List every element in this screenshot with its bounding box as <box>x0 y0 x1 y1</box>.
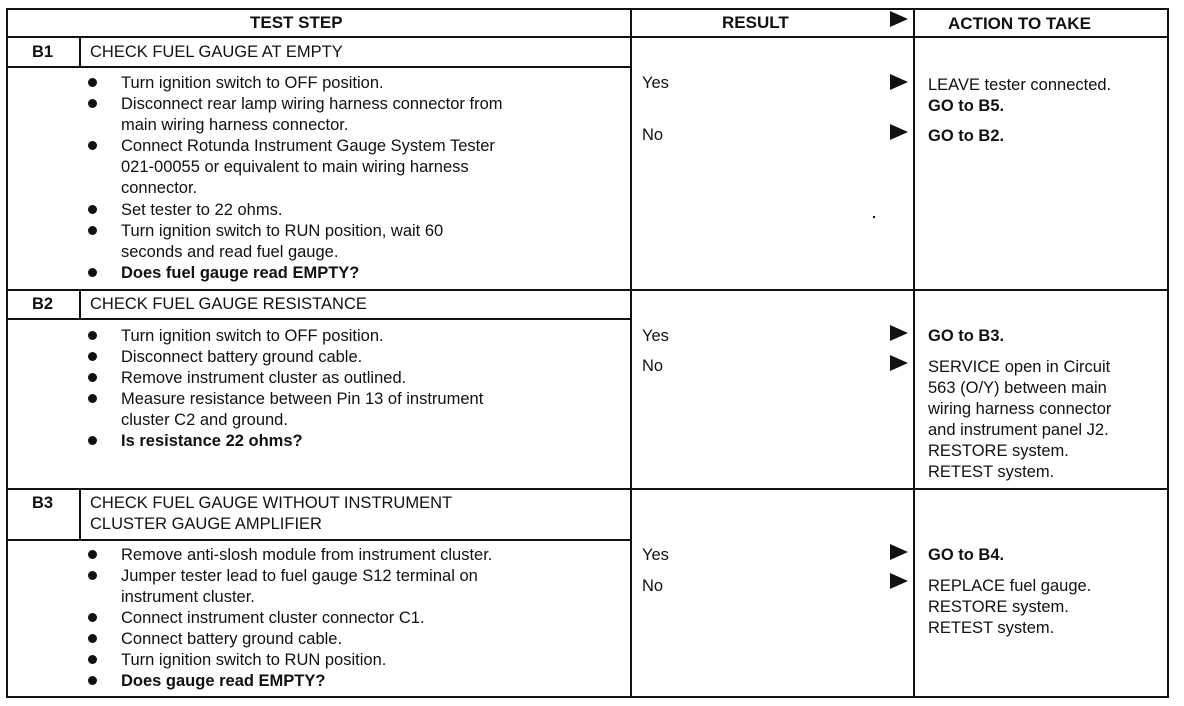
b2-question: Is resistance 22 ohms? <box>121 432 303 450</box>
bullet-icon <box>88 99 97 108</box>
b1-result-yes: Yes <box>642 74 669 92</box>
b2-instruction-2: Disconnect battery ground cable. <box>121 348 363 366</box>
b1-no-action: GO to B2. <box>928 127 1005 145</box>
bullet-icon <box>88 436 97 445</box>
b3-instruction-5: Turn ignition switch to RUN position. <box>121 651 387 669</box>
b1-instruction-3b: 021-00055 or equivalent to main wiring harness <box>121 158 469 176</box>
b3-instruction-4: Connect battery ground cable. <box>121 630 343 648</box>
b2-result-no: No <box>642 357 664 375</box>
arrow-icon <box>890 355 908 371</box>
b1-instruction-5: Turn ignition switch to RUN position, wait 60 <box>121 222 444 240</box>
b2-no-action: SERVICE open in Circuit 563 (O/Y) between main wiring harness connector and instrument panel J2. RESTORE system. RETEST system. <box>928 358 1112 481</box>
action-column-divider <box>913 8 915 698</box>
b3-instruction-2b: instrument cluster. <box>121 588 255 606</box>
b2-instruction-1: Turn ignition switch to OFF position. <box>121 327 384 345</box>
b1-result-no: No <box>642 126 664 144</box>
step-code-b1: B1 <box>32 43 54 61</box>
b3-result-no: No <box>642 577 664 595</box>
scan-speck <box>873 216 875 218</box>
bullet-icon <box>88 676 97 685</box>
bullet-icon <box>88 634 97 643</box>
b2-yes-action: GO to B3. <box>928 327 1005 345</box>
bullet-icon <box>88 78 97 87</box>
bullet-icon <box>88 268 97 277</box>
bullet-icon <box>88 613 97 622</box>
b3-instruction-2: Jumper tester lead to fuel gauge S12 terminal on <box>121 567 478 585</box>
step-title-b2: CHECK FUEL GAUGE RESISTANCE <box>90 295 367 313</box>
code-divider-b2 <box>79 289 81 320</box>
bullet-icon <box>88 141 97 150</box>
table-right-border <box>1167 8 1169 698</box>
b2-title-divider <box>6 318 631 320</box>
b1-yes-action: LEAVE tester connected. GO to B5. <box>928 76 1112 115</box>
b3-result-yes: Yes <box>642 546 669 564</box>
b1-question: Does fuel gauge read EMPTY? <box>121 264 360 282</box>
b1-instruction-3: Connect Rotunda Instrument Gauge System Tester <box>121 137 495 155</box>
code-divider-b1 <box>79 36 81 68</box>
table-left-border <box>6 8 8 698</box>
arrow-icon <box>890 573 908 589</box>
b3-question: Does gauge read EMPTY? <box>121 672 326 690</box>
step-title-b3: CHECK FUEL GAUGE WITHOUT INSTRUMENT CLUSTER GAUGE AMPLIFIER <box>90 494 453 533</box>
header-result: RESULT <box>722 13 789 32</box>
step-title-b1: CHECK FUEL GAUGE AT EMPTY <box>90 43 343 61</box>
bullet-icon <box>88 550 97 559</box>
step-code-b2: B2 <box>32 295 54 313</box>
b2-b3-divider <box>6 488 1169 490</box>
b1-instruction-1: Turn ignition switch to OFF position. <box>121 74 384 92</box>
arrow-icon <box>890 124 908 140</box>
b3-no-action: REPLACE fuel gauge. RESTORE system. RETEST system. <box>928 577 1092 637</box>
bullet-icon <box>88 226 97 235</box>
b2-instruction-3: Remove instrument cluster as outlined. <box>121 369 407 387</box>
b1-instruction-3c: connector. <box>121 179 198 197</box>
code-divider-b3 <box>79 488 81 541</box>
result-column-divider <box>630 8 632 698</box>
arrow-icon <box>890 74 908 90</box>
table-top-border <box>6 8 1169 10</box>
bullet-icon <box>88 331 97 340</box>
b1-b2-divider <box>6 289 1169 291</box>
bullet-icon <box>88 655 97 664</box>
bullet-icon <box>88 571 97 580</box>
b3-title-divider <box>6 539 631 541</box>
step-code-b3: B3 <box>32 494 54 512</box>
bullet-icon <box>88 394 97 403</box>
header-arrow-icon <box>890 11 908 27</box>
b1-title-divider <box>6 66 631 68</box>
b2-instruction-4b: cluster C2 and ground. <box>121 411 288 429</box>
b3-instruction-3: Connect instrument cluster connector C1. <box>121 609 425 627</box>
bullet-icon <box>88 205 97 214</box>
header-action: ACTION TO TAKE <box>948 14 1091 33</box>
b1-instruction-5b: seconds and read fuel gauge. <box>121 243 339 261</box>
header-divider <box>6 36 1169 38</box>
bullet-icon <box>88 352 97 361</box>
arrow-icon <box>890 544 908 560</box>
header-test-step: TEST STEP <box>250 13 343 32</box>
table-bottom-border <box>6 696 1169 698</box>
b3-yes-action: GO to B4. <box>928 546 1005 564</box>
b2-instruction-4: Measure resistance between Pin 13 of instrument <box>121 390 484 408</box>
b2-result-yes: Yes <box>642 327 669 345</box>
b1-instruction-2: Disconnect rear lamp wiring harness connector from <box>121 95 503 113</box>
b1-instruction-4: Set tester to 22 ohms. <box>121 201 283 219</box>
b1-instruction-2b: main wiring harness connector. <box>121 116 349 134</box>
b3-instruction-1: Remove anti-slosh module from instrument cluster. <box>121 546 493 564</box>
bullet-icon <box>88 373 97 382</box>
arrow-icon <box>890 325 908 341</box>
